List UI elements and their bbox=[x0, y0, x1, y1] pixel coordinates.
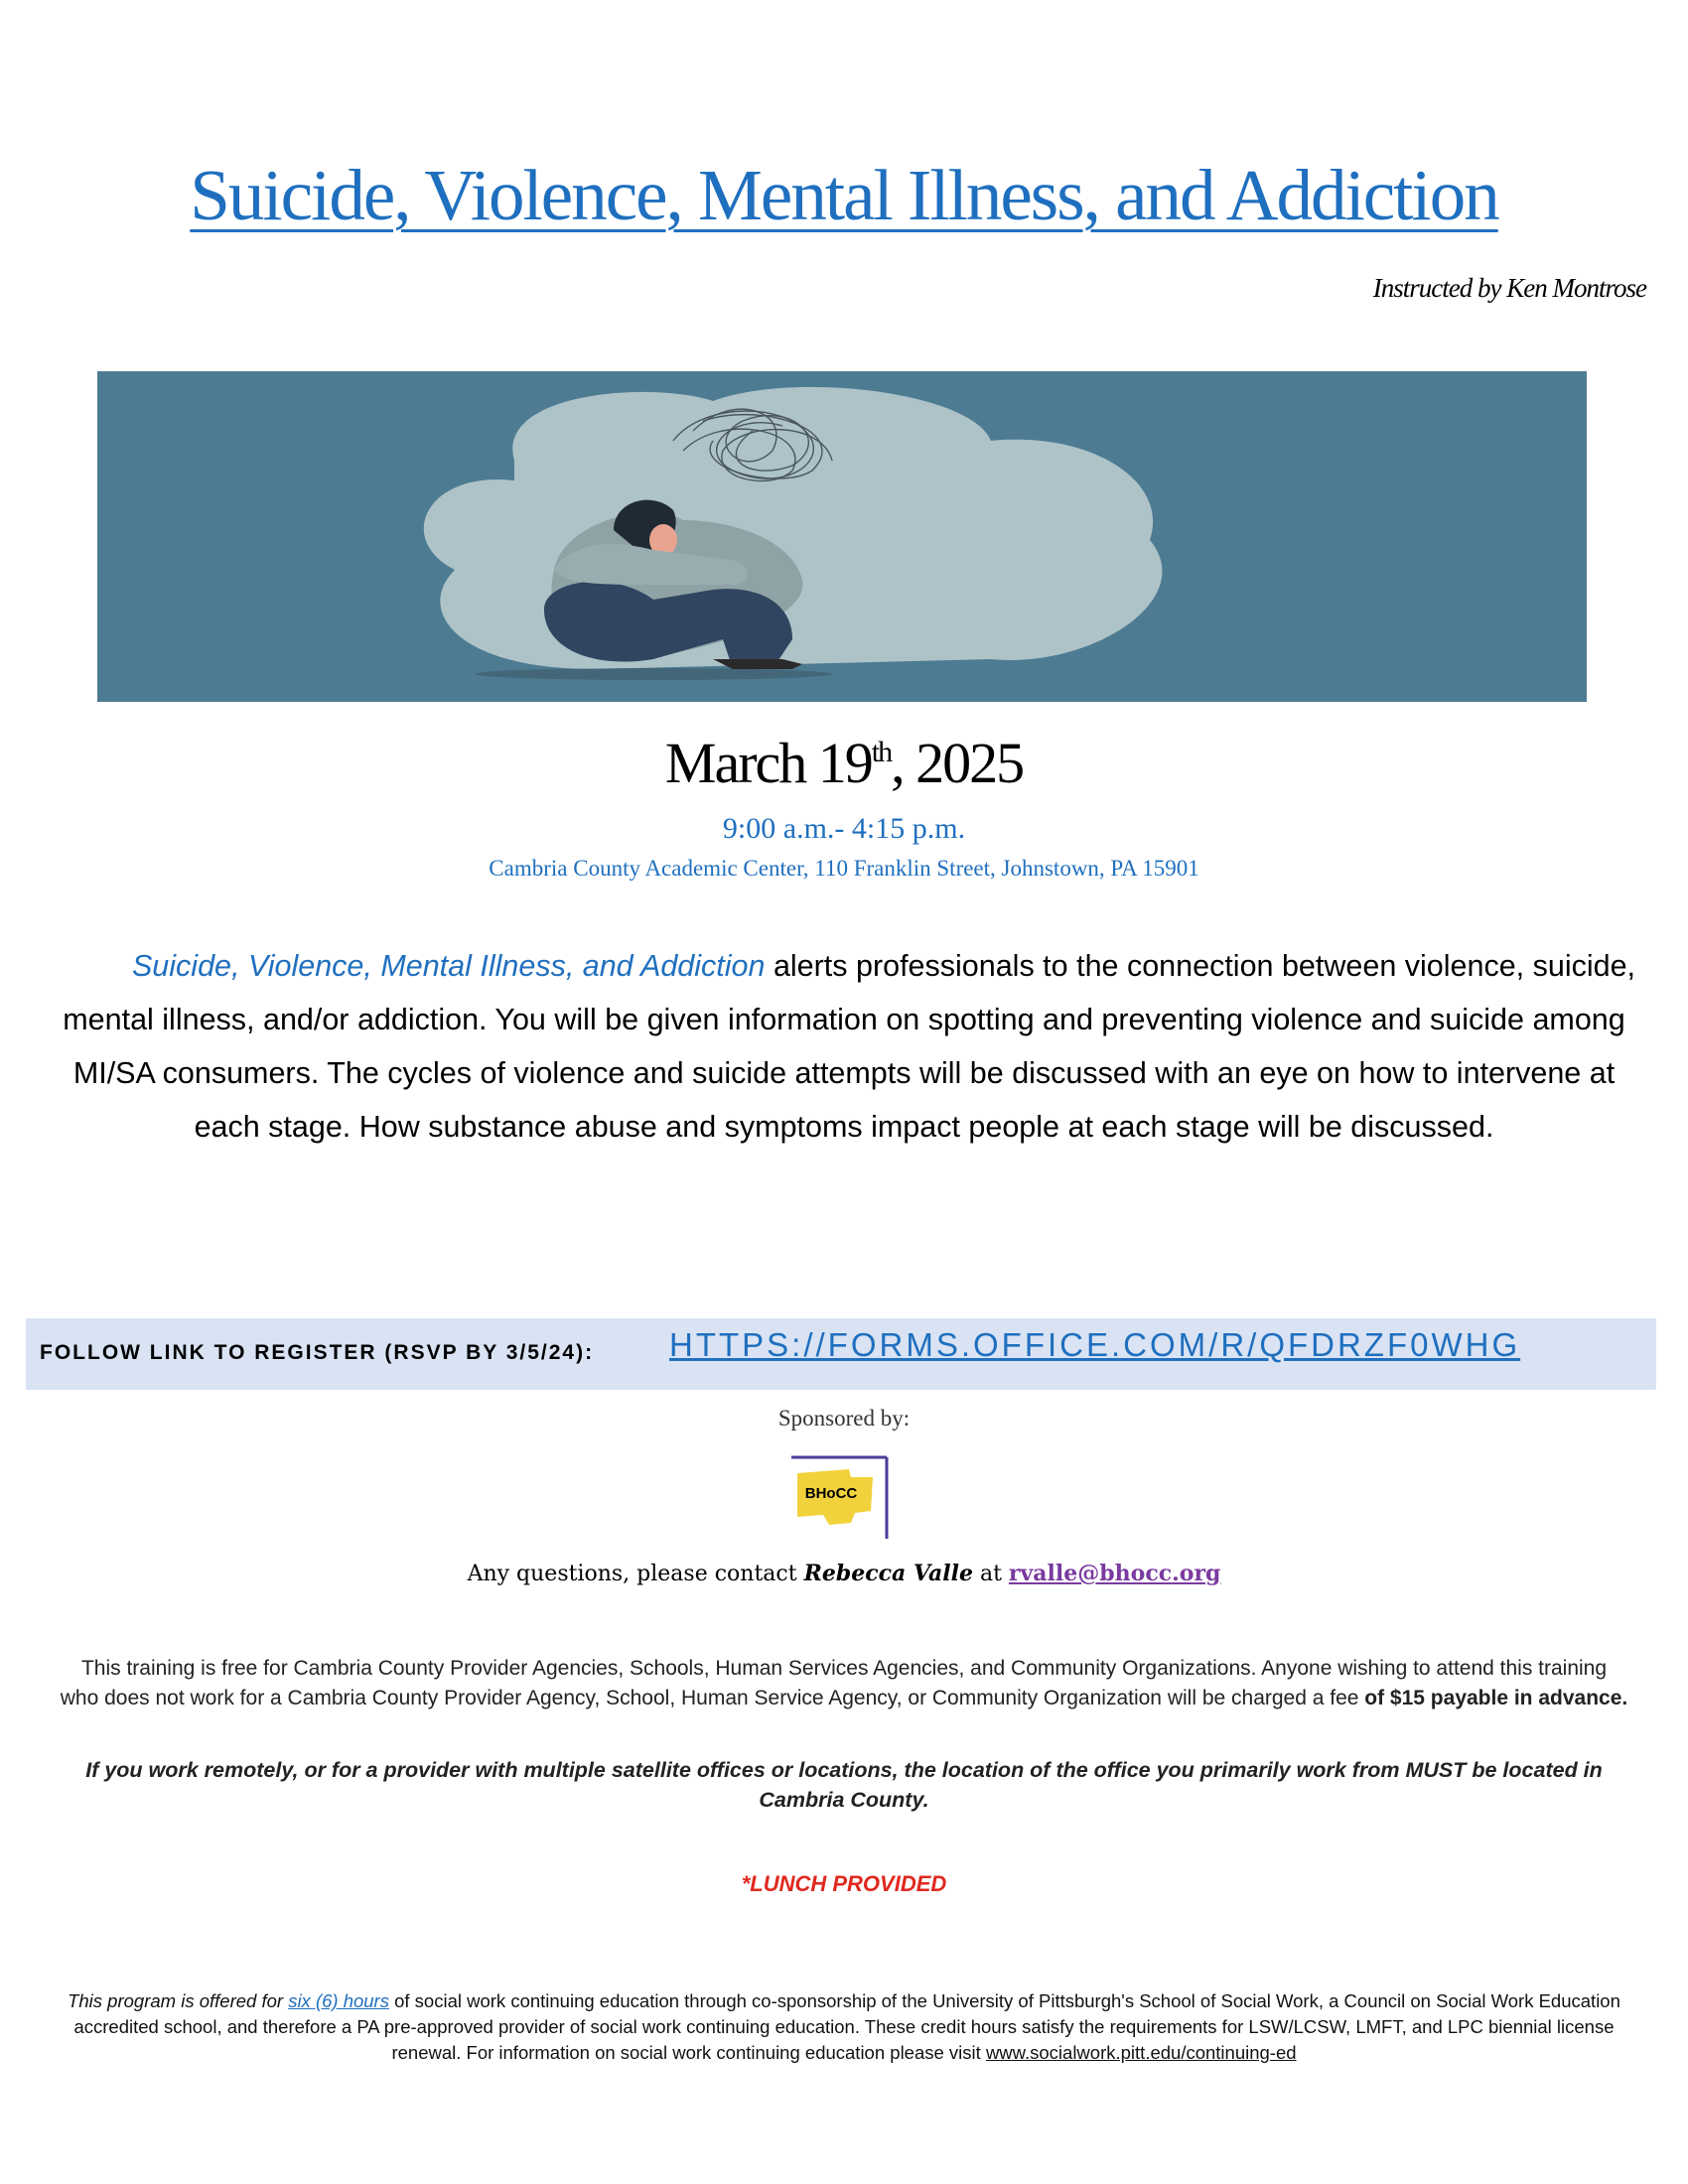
event-location: Cambria County Academic Center, 110 Franklin Street, Johnstown, PA 15901 bbox=[489, 856, 1199, 881]
contact-email-link[interactable]: rvalle@bhocc.org bbox=[1008, 1561, 1221, 1586]
contact-line: Any questions, please contact Rebecca Valle at rvalle@bhocc.org bbox=[467, 1561, 1221, 1586]
fee-info: This training is free for Cambria County Provider Agencies, Schools, Human Services Agencies, and Community Organizations. Anyone wishing to attend this training who does not work for a Cambria County Provider Agency, School, Human Service Agency, or Community Organization will be charged a fee of $15 payable in advance. bbox=[60, 1657, 1628, 1709]
pitt-ce-link[interactable]: www.socialwork.pitt.edu/continuing-ed bbox=[985, 2042, 1297, 2063]
svg-text:BHoCC: BHoCC bbox=[804, 1485, 858, 1502]
course-description: Suicide, Violence, Mental Illness, and Addiction alerts professionals to the connection between violence, suicide, mental illness, and/or addiction. You will be given information on spotting and preventing violence and suicide among MI/SA consumers. The cycles of violence and suicide attempts will be discussed with an eye on how to intervene at each stage. How substance abuse and symptoms impact people at each stage will be discussed. bbox=[63, 949, 1636, 1144]
register-link[interactable]: HTTPS://FORMS.OFFICE.COM/R/QFDRZF0WHG bbox=[669, 1326, 1521, 1363]
bhocc-logo bbox=[789, 1455, 889, 1540]
instructor-name: Instructed by Ken Montrose bbox=[1372, 273, 1646, 303]
event-time: 9:00 a.m.- 4:15 p.m. bbox=[722, 812, 966, 845]
register-label: FOLLOW LINK TO REGISTER (RSVP BY 3/5/24): bbox=[40, 1341, 595, 1364]
contact-name: Rebecca Valle bbox=[803, 1561, 973, 1586]
hours-link[interactable]: six (6) hours bbox=[288, 1990, 389, 2011]
sponsored-label: Sponsored by: bbox=[777, 1406, 911, 1431]
banner-illustration bbox=[97, 371, 1587, 702]
register-bar bbox=[26, 1318, 1656, 1390]
ce-footer: This program is offered for six (6) hours of social work continuing education through co-sponsorship of the University of Pittsburgh's School of Social Work, a Council on Social Work Education accredited school, and therefore a PA pre-approved provider of social work continuing education. These credit hours satisfy the requirements for LSW/LCSW, LMFT, and LPC biennial license renewal. For information on social work continuing education please visit www.socialwork.pitt.edu/continuing-ed bbox=[68, 1990, 1620, 2063]
distressed-person-illustration bbox=[97, 371, 1587, 702]
remote-note: If you work remotely, or for a provider with multiple satellite offices or locations, the location of the office you primarily work from MUST be located in Cambria County. bbox=[85, 1758, 1603, 1812]
lunch-note: *LUNCH PROVIDED bbox=[741, 1871, 947, 1896]
page-title: Suicide, Violence, Mental Illness, and Addiction bbox=[190, 155, 1498, 235]
event-date: March 19th, 2025 bbox=[664, 731, 1024, 795]
